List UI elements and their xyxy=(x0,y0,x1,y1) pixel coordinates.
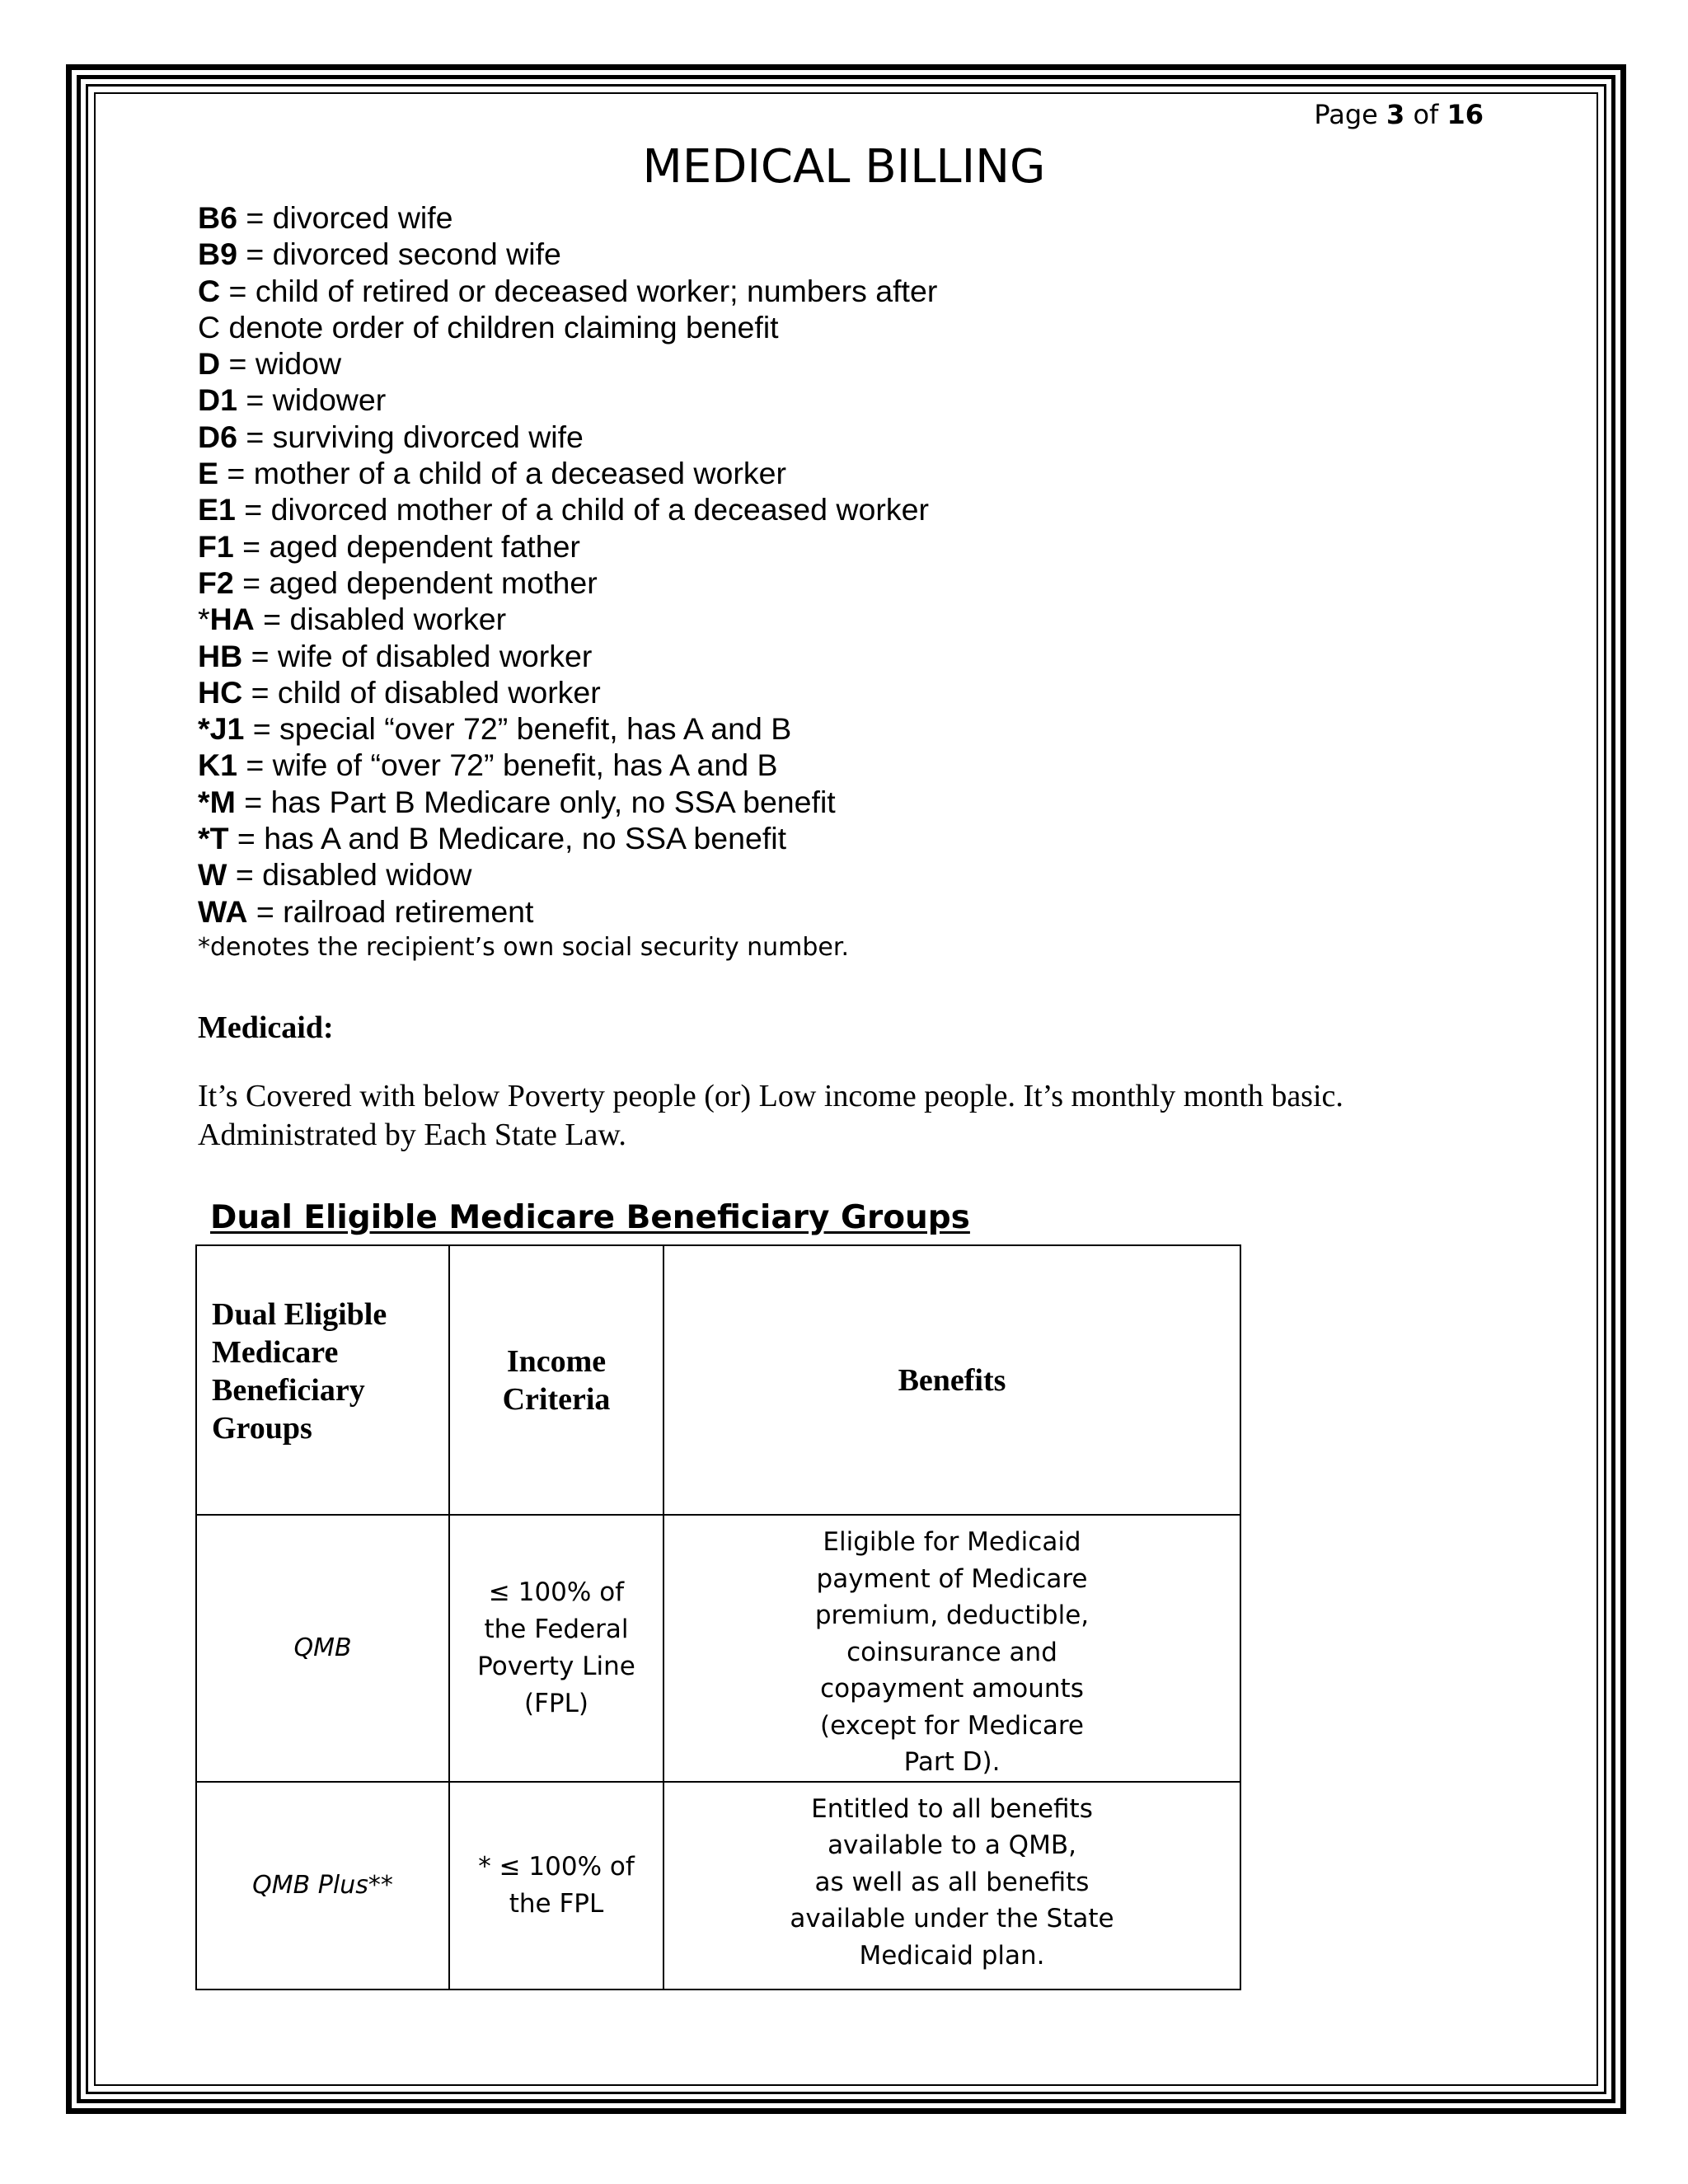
header-benefits: Benefits xyxy=(663,1245,1240,1515)
row-group-name: QMB Plus** xyxy=(196,1782,449,1990)
code-item: *T = has A and B Medicare, no SSA benefit xyxy=(198,821,787,856)
medicaid-description xyxy=(198,1077,1500,1155)
header-income: Income Criteria xyxy=(449,1245,663,1515)
code-item: HB = wife of disabled worker xyxy=(198,638,593,673)
code-item: K1 = wife of “over 72” benefit, has A and B xyxy=(198,748,778,783)
page-number xyxy=(1236,99,1484,130)
code-item: W = disabled widow xyxy=(198,857,472,893)
code-item: F1 = aged dependent father xyxy=(198,528,580,564)
row-benefits: Eligible for Medicaid payment of Medicare premium, deductible, coinsurance and copayment amounts (except for Medicare Part D). xyxy=(663,1515,1240,1782)
page-title: MEDICAL BILLING xyxy=(642,140,1046,194)
table-row xyxy=(196,1782,1240,1990)
code-item: B6 = divorced wife xyxy=(198,200,453,235)
table-header-row xyxy=(196,1245,1240,1515)
row-income: ≤ 100% of the Federal Poverty Line (FPL) xyxy=(449,1515,663,1782)
code-item: F2 = aged dependent mother xyxy=(198,565,598,600)
code-item: HC = child of disabled worker xyxy=(198,674,601,710)
code-item: C denote order of children claiming benefit xyxy=(198,309,779,344)
code-item: D6 = surviving divorced wife xyxy=(198,419,584,454)
code-item: WA = railroad retirement xyxy=(198,893,534,929)
code-item: B9 = divorced second wife xyxy=(198,237,561,272)
codes-footnote: *denotes the recipient’s own social security number. xyxy=(198,933,849,962)
medicaid-line-1: It’s Covered with below Poverty people (or) Low income people. It’s monthly month basic. xyxy=(198,1079,1343,1113)
code-item: E = mother of a child of a deceased worker xyxy=(198,456,786,491)
table-title: Dual Eligible Medicare Beneficiary Groups xyxy=(210,1199,970,1236)
row-income: * ≤ 100% of the FPL xyxy=(449,1782,663,1990)
code-item: D = widow xyxy=(198,346,342,382)
row-group-name: QMB xyxy=(196,1515,449,1782)
code-item: D1 = widower xyxy=(198,382,387,418)
medicaid-line-2: Administrated by Each State Law. xyxy=(198,1118,626,1152)
page-total: 16 xyxy=(1447,99,1484,130)
row-benefits: Entitled to all benefits available to a QMB, as well as all benefits available under the State Medicaid plan. xyxy=(663,1782,1240,1990)
page-of: of xyxy=(1413,99,1439,130)
page-label: Page xyxy=(1314,99,1378,130)
code-item: *J1 = special “over 72” benefit, has A and B xyxy=(198,711,792,747)
beneficiary-code-list xyxy=(198,199,1434,930)
code-item: *M = has Part B Medicare only, no SSA benefit xyxy=(198,784,836,819)
code-item: *HA = disabled worker xyxy=(198,602,507,637)
header-groups: Dual Eligible Medicare Beneficiary Groups xyxy=(196,1245,449,1515)
code-item: E1 = divorced mother of a child of a deceased worker xyxy=(198,492,929,527)
code-item: C = child of retired or deceased worker; numbers after xyxy=(198,273,938,308)
medicaid-heading: Medicaid: xyxy=(198,1010,334,1045)
dual-eligible-table xyxy=(195,1244,1241,1990)
table-row xyxy=(196,1515,1240,1782)
page-current: 3 xyxy=(1386,99,1405,130)
